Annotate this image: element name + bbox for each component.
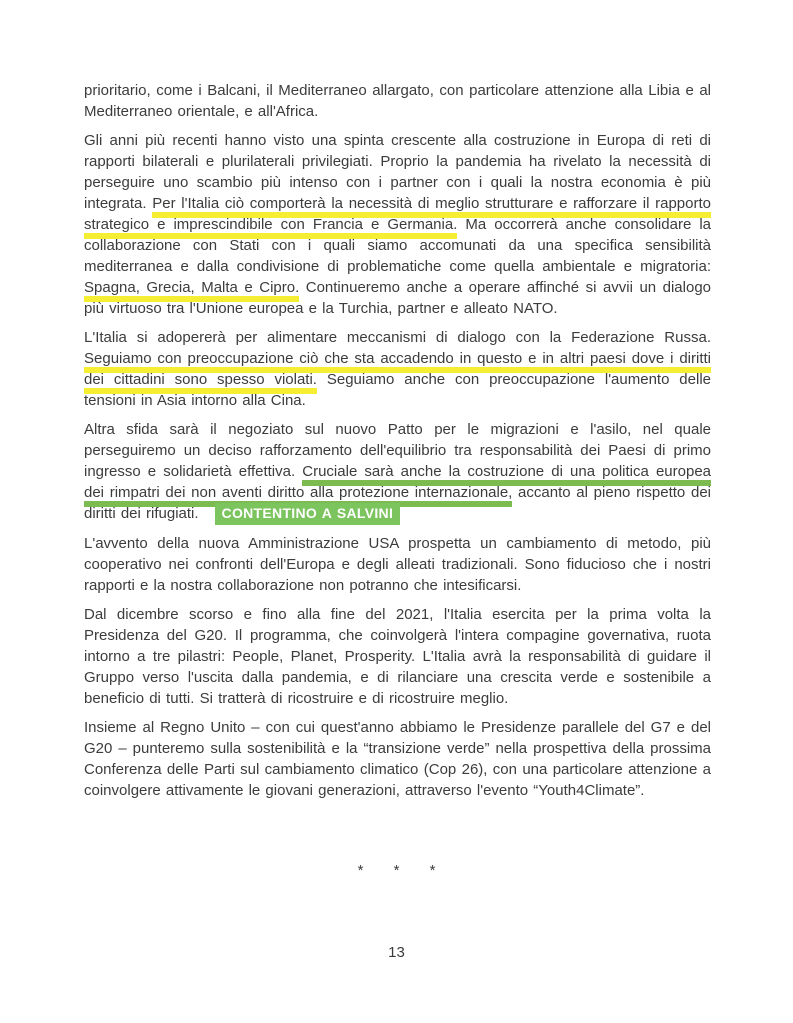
document-body xyxy=(84,80,711,809)
text-segment: Seguiamo anche con preoccupazione l'aumento delle tensioni in Asia intorno alla Cina. xyxy=(84,371,711,409)
text-segment: accanto al pieno rispetto dei diritti dei rifugiati. xyxy=(84,484,711,522)
text-segment: Continueremo anche a operare affinché si avvii un dialogo più virtuoso tra l'Unione europea e la Turchia, partner e alleato NATO. xyxy=(84,279,711,317)
annotation-label: CONTENTINO A SALVINI xyxy=(215,503,401,525)
text-segment: L'Italia si adopererà per alimentare meccanismi di dialogo con la Federazione Russa. xyxy=(84,329,711,346)
paragraph-p2 xyxy=(84,130,711,319)
highlighted-text-yellow: Spagna, Grecia, Malta e Cipro. xyxy=(84,279,299,302)
text-segment: L'avvento della nuova Amministrazione USA prospetta un cambiamento di metodo, più cooperativo nei confronti dell'Europa e degli alleati tradizionali. Sono fiducioso che i nostri rapporti e la nostra collaborazione non potranno che intesificarsi. xyxy=(84,535,711,594)
section-separator: * * * xyxy=(357,862,436,879)
paragraph-p4 xyxy=(84,419,711,525)
paragraph-p1 xyxy=(84,80,711,122)
text-segment: Gli anni più recenti hanno visto una spinta crescente alla costruzione in Europa di reti di rapporti bilaterali e plurilaterali privilegiati. Proprio la pandemia ha rivelato la necessità di perseguire uno scambio più intenso con i partner con i quali la nostra economia è più integrata. xyxy=(84,132,711,212)
text-segment: Dal dicembre scorso e fino alla fine del 2021, l'Italia esercita per la prima volta la Presidenza del G20. Il programma, che coinvolgerà l'intera compagine governativa, ruota intorno a tre pilastri: People, Planet, Prosperity. L'Italia avrà la responsabilità di guidare il Gruppo verso l'uscita dalla pandemia, e di rilanciare una crescita verde e sostenibile a beneficio di tutti. Si tratterà di ricostruire e di ricostruire meglio. xyxy=(84,606,711,707)
page-number: 13 xyxy=(388,944,405,961)
paragraph-p6 xyxy=(84,604,711,709)
highlighted-text-yellow: Per l'Italia ciò comporterà la necessità di meglio strutturare e rafforzare il rapporto strategico e imprescindibile con Francia e Germania. xyxy=(84,195,711,239)
highlighted-text-green: Cruciale sarà anche la costruzione di una politica europea dei rimpatri dei non aventi diritto alla protezione internazionale, xyxy=(84,463,711,507)
text-segment: prioritario, come i Balcani, il Mediterraneo allargato, con particolare attenzione alla Libia e al Mediterraneo orientale, e all'Africa. xyxy=(84,82,711,120)
paragraph-p7 xyxy=(84,717,711,801)
paragraph-p5 xyxy=(84,533,711,596)
paragraph-p3 xyxy=(84,327,711,411)
text-segment: Altra sfida sarà il negoziato sul nuovo Patto per le migrazioni e l'asilo, nel quale perseguiremo un deciso rafforzamento dell'equilibrio tra responsabilità dei Paesi di primo ingresso e solidarietà effettiva. xyxy=(84,421,711,480)
text-segment: Insieme al Regno Unito – con cui quest'anno abbiamo le Presidenze parallele del G7 e del G20 – punteremo sulla sostenibilità e la “transizione verde” nella prospettiva della prossima Conferenza delle Parti sul cambiamento climatico (Cop 26), con una particolare attenzione a coinvolgere attivamente le giovani generazioni, attraverso l'evento “Youth4Climate”. xyxy=(84,719,711,799)
highlighted-text-yellow: Seguiamo con preoccupazione ciò che sta accadendo in questo e in altri paesi dove i diritti dei cittadini sono spesso violati. xyxy=(84,350,711,394)
text-segment: Ma occorrerà anche consolidare la collaborazione con Stati con i quali siamo accomunati da una specifica sensibilità mediterranea e dalla condivisione di problematiche come quella ambientale e migratoria: xyxy=(84,216,712,275)
